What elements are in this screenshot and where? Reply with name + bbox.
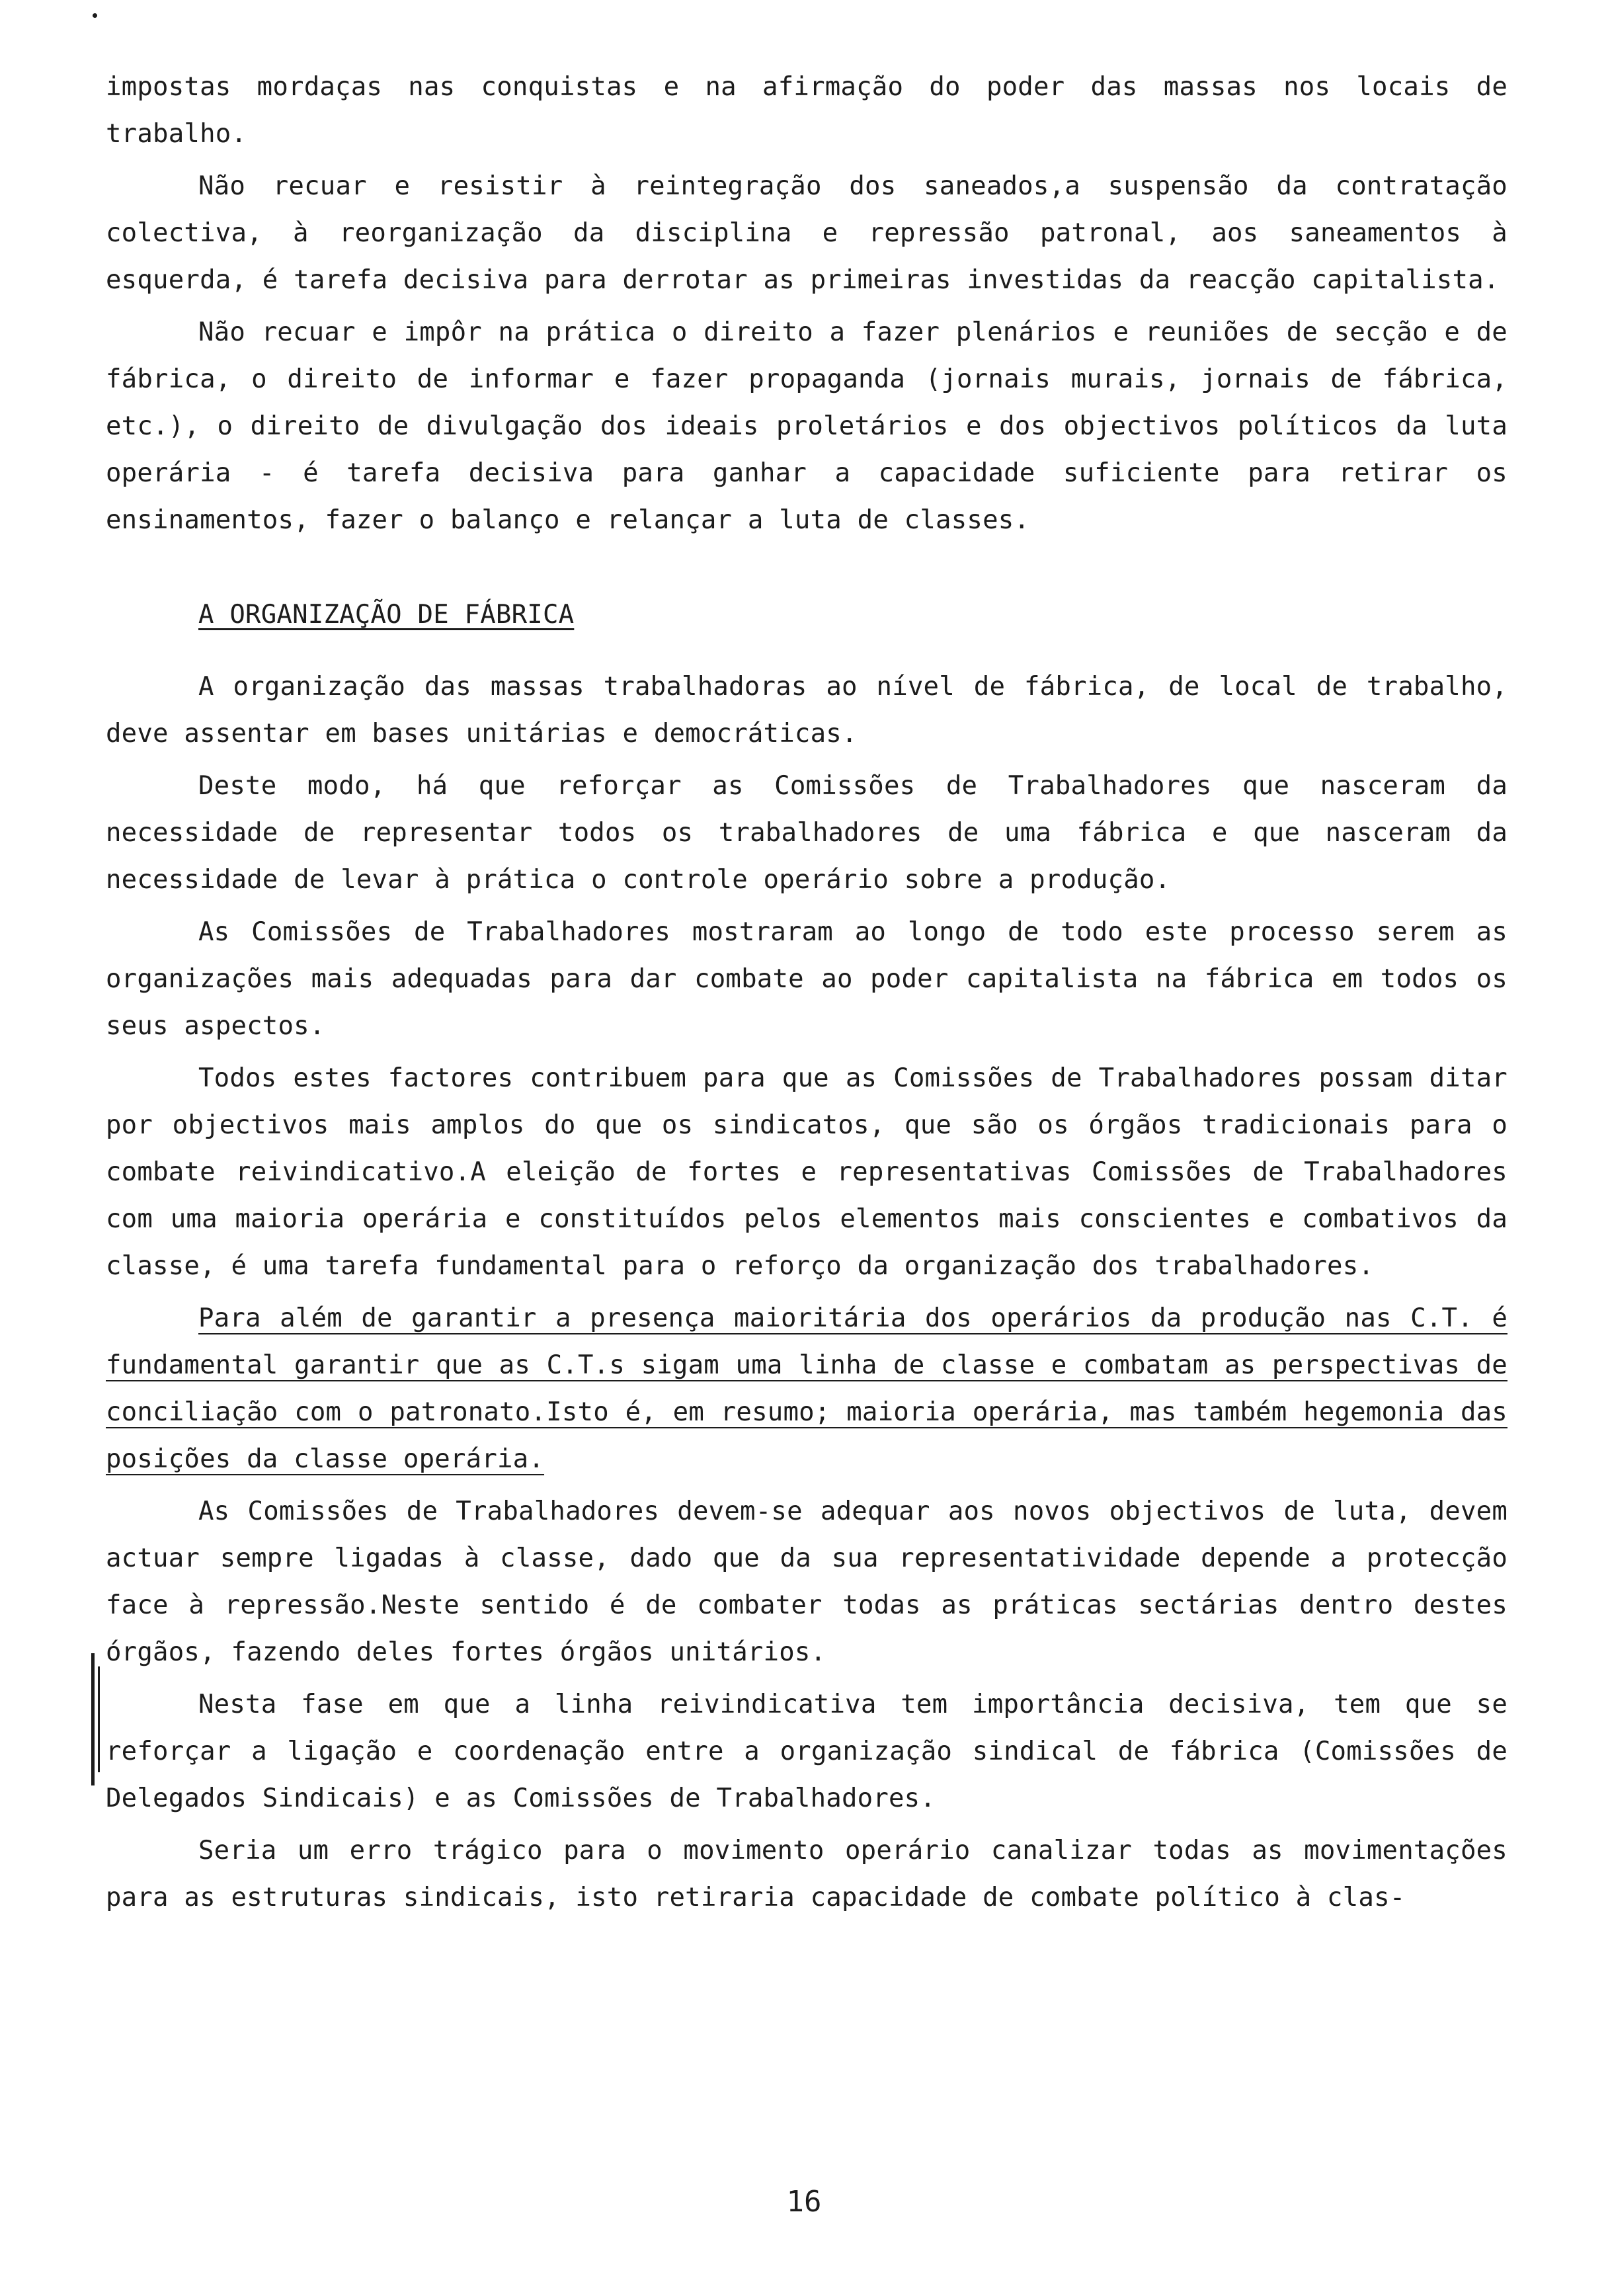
paragraph-reinforce-commissions: Deste modo, há que reforçar as Comissões de Trabalhadores que nasceram da necessidade de representar todos os trabalhadores de uma fábrica e que nasceram da necessidade de levar à prática o controle operário sobre a produção. (106, 771, 1508, 895)
paragraph-impose-rights: Não recuar e impôr na prática o direito a fazer plenários e reuniões de secção e de fábrica, o direito de informar e fazer propaganda (jornais murais, jornais de fábrica, etc.), o direito de divulgação dos ideais proletários e dos objectivos políticos da luta operária - é tarefa decisiva para ganhar a capacidade suficiente para retirar os ensinamentos, fazer o balanço e relançar a luta de classes. (106, 317, 1508, 535)
paragraph-resist-reintegration: Não recuar e resistir à reintegração dos saneados,a suspensão da contratação colectiva, à reorganização da disciplina e repressão patronal, aos saneamentos à esquerda, é tarefa decisiva para derrotar as primeiras investidas da reacção capitalista. (106, 171, 1508, 295)
underlined-passage: Para além de garantir a presença maioritária dos operários da produção nas C.T. é fundamental garantir que as C.T.s sigam uma linha de classe e combatam as perspectivas de conciliação com o patronato.Isto é, em resumo; maioria operária, mas também hegemonia das posições da classe operária. (106, 1303, 1508, 1474)
section-heading: A ORGANIZAÇÃO DE FÁBRICA (198, 600, 575, 630)
paragraph-majority-hegemony (106, 1295, 1508, 1483)
paragraph-continuation: impostas mordaças nas conquistas e na afirmação do poder das massas nos locais de trabalho. (106, 72, 1508, 149)
ink-speck (93, 13, 97, 18)
paragraph-union-coordination: Nesta fase em que a linha reivindicativa tem importância decisiva, tem que se reforçar a ligação e coordenação entre a organização sindical de fábrica (Comissões de Delegados Sindicais) e as Comissões de Trabalhadores. (106, 1690, 1508, 1813)
section-heading-wrap (106, 591, 1508, 638)
margin-mark (91, 1653, 95, 1785)
paragraph-commissions-adequate: As Comissões de Trabalhadores mostraram ao longo de todo este processo serem as organizações mais adequadas para dar combate ao poder capitalista na fábrica em todos os seus aspectos. (106, 917, 1508, 1041)
paragraph-new-objectives: As Comissões de Trabalhadores devem-se adequar aos novos objectivos de luta, devem actuar sempre ligadas à classe, dado que da sua representatividade depende a protecção face à repressão.Neste sentido é de combater todas as práticas sectárias dentro destes órgãos, fazendo deles fortes órgãos unitários. (106, 1496, 1508, 1667)
document-page (106, 63, 1508, 1921)
margin-mark (98, 1666, 100, 1772)
paragraph-tragic-error: Seria um erro trágico para o movimento operário canalizar todas as movimentações para as estruturas sindicais, isto retiraria capacidade de combate político à clas- (106, 1836, 1508, 1912)
paragraph-organization-bases: A organização das massas trabalhadoras ao nível de fábrica, de local de trabalho, deve assentar em bases unitárias e democráticas. (106, 672, 1508, 749)
paragraph-broader-objectives: Todos estes factores contribuem para que as Comissões de Trabalhadores possam ditar por objectivos mais amplos do que os sindicatos, que são os órgãos tradicionais para o combate reivindicativo.A eleição de fortes e representativas Comissões de Trabalhadores com uma maioria operária e constituídos pelos elementos mais conscientes e combativos da classe, é uma tarefa fundamental para o reforço da organização dos trabalhadores. (106, 1063, 1508, 1281)
page-number: 16 (786, 2185, 822, 2219)
